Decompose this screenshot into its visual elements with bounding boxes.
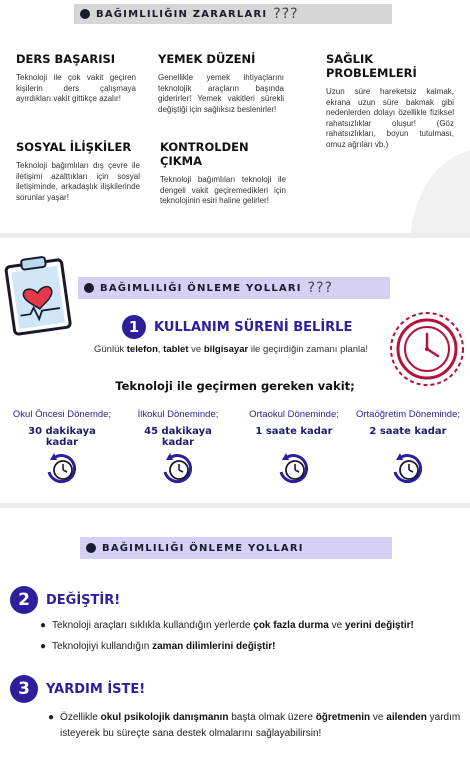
list-item xyxy=(40,618,460,634)
card-title: DERS BAŞARISI xyxy=(16,52,116,66)
desc-bold: bilgisayar xyxy=(203,344,249,355)
bullet-icon: ● xyxy=(40,641,47,652)
step3-title: YARDIM İSTE! xyxy=(46,681,146,697)
step1-heading xyxy=(122,315,352,339)
item-bold: okul psikolojik danışmanın xyxy=(100,712,229,723)
stopwatch-icon xyxy=(276,450,312,486)
stage-value: 2 saate kadar xyxy=(369,426,447,437)
step3-heading xyxy=(10,675,145,703)
item-text: Teknolojiyi kullandığın xyxy=(52,641,153,652)
decorative-curve-icon xyxy=(380,145,470,235)
stopwatch-icon xyxy=(160,450,196,486)
step2-number: 2 xyxy=(10,586,38,614)
section-divider xyxy=(0,503,470,508)
item-text: Teknoloji araçları sıklıkla kullandığın yerlerde xyxy=(52,620,254,631)
bullet-dot-icon xyxy=(86,543,96,553)
prevention-banner-2-title: BAĞIMLILIĞI ÖNLEME YOLLARI xyxy=(102,542,304,554)
item-text: Özellikle xyxy=(60,712,101,723)
stage-label: İlkokul Döneminde; xyxy=(137,409,219,420)
card-sosyal-iliskiler xyxy=(16,140,140,203)
stage-ortaokul xyxy=(234,409,354,437)
prevention-banner-2 xyxy=(80,537,392,559)
stage-value-cont: kadar xyxy=(45,437,79,448)
stage-value-cont: kadar xyxy=(161,437,195,448)
card-title: SOSYAL İLİŞKİLER xyxy=(16,140,132,154)
stopwatch-icon xyxy=(44,450,80,486)
stage-okul-oncesi xyxy=(2,409,122,448)
step2-title: DEĞİŞTİR! xyxy=(46,592,121,608)
card-title: KONTROLDEN ÇIKMA xyxy=(160,140,249,168)
stage-ilkokul xyxy=(118,409,238,448)
card-text: Teknoloji bağımlıları dış çevre ile iletişimi azalttıkları için sosyal iletişiminde, arkadaşlık ilişkilerinde sorunlar yaşar! xyxy=(16,161,140,202)
step3-number: 3 xyxy=(10,675,38,703)
card-text: Teknoloji bağımlıları teknoloji ile dengeli vakit geçiremedikleri için teknolojinin esiri haline gelirler! xyxy=(160,175,286,205)
item-bold: öğretmenin xyxy=(315,712,371,723)
desc-text: ve xyxy=(188,344,204,355)
item-text: yardım isteyerek bu süreçte sana destek olmalarını sağlayabilirsin! xyxy=(60,712,461,739)
desc-bold: tablet xyxy=(163,344,189,355)
harms-banner-mark: ??? xyxy=(273,6,299,22)
stage-ortaogretim xyxy=(348,409,468,437)
prevention-banner-mark: ??? xyxy=(307,280,333,296)
list-item xyxy=(48,710,464,742)
step1-title: KULLANIM SÜRENİ BELİRLE xyxy=(154,319,353,335)
card-text: Genellikle yemek ihtiyaçlarını teknolojik araçların başında giderirler! Yemek vakitleri sürekli değiştiği için sağlıksız beslenirler! xyxy=(158,73,284,114)
section-divider xyxy=(0,233,470,238)
prevention-banner-title: BAĞIMLILIĞI ÖNLEME YOLLARI xyxy=(100,282,302,294)
stopwatch-icon xyxy=(390,450,426,486)
time-subheading: Teknoloji ile geçirmen gereken vakit; xyxy=(115,379,355,393)
stage-label: Okul Öncesi Dönemde; xyxy=(12,409,112,420)
bullet-dot-icon xyxy=(80,9,90,19)
harms-banner xyxy=(74,4,392,24)
stage-value: 30 dakikaya xyxy=(28,426,96,437)
desc-text: , xyxy=(157,344,164,355)
stage-value: 45 dakikaya xyxy=(144,426,212,437)
item-text: ve xyxy=(370,712,387,723)
item-bold: ailenden xyxy=(386,712,427,723)
item-bold: yerini değiştir! xyxy=(344,620,414,631)
card-text: Uzun süre hareketsiz kalmak, ekrana uzun süre bakmak gibi nedenlerden dolayı özellikle fiziksel rahatsızlıklar oluşur! (Göz rahatsızlıkları, boyun tutulması, omuz ağrıları vb.) xyxy=(326,87,454,149)
desc-text: Günlük xyxy=(94,344,127,355)
card-kontrolden-cikma xyxy=(160,140,286,207)
item-bold: çok fazla durma xyxy=(253,620,329,631)
card-yemek-duzeni xyxy=(158,52,284,115)
card-title: YEMEK DÜZENİ xyxy=(158,52,256,66)
stage-label: Ortaöğretim Döneminde; xyxy=(355,409,461,420)
desc-bold: telefon xyxy=(126,344,158,355)
prevention-banner xyxy=(78,277,390,299)
bullet-icon: ● xyxy=(40,620,47,631)
clipboard-heart-icon xyxy=(2,255,74,337)
item-text: ve xyxy=(328,620,345,631)
circular-clock-icon xyxy=(388,310,466,388)
desc-text: ile geçirdiğin zamanı planla! xyxy=(248,344,369,355)
step2-list xyxy=(40,618,460,660)
step3-list xyxy=(48,710,464,747)
bullet-dot-icon xyxy=(84,283,94,293)
card-text: Teknoloji ile çok vakit geçiren kişilerin ders çalışmaya ayırdıkları vakit gittikçe azalır! xyxy=(16,73,136,103)
stage-label: Ortaokul Döneminde; xyxy=(249,409,339,420)
bullet-icon: ● xyxy=(48,712,55,723)
card-ders-basarisi xyxy=(16,52,136,105)
list-item xyxy=(40,639,460,655)
harms-banner-title: BAĞIMLILIĞIN ZARARLARI xyxy=(96,8,268,20)
step1-description xyxy=(94,344,394,355)
item-bold: zaman dilimlerini değiştir! xyxy=(152,641,276,652)
item-text: başta olmak üzere xyxy=(228,712,316,723)
step1-number: 1 xyxy=(122,315,146,339)
step2-heading xyxy=(10,586,120,614)
stage-value: 1 saate kadar xyxy=(255,426,333,437)
card-saglik-problemleri xyxy=(326,52,454,150)
card-title: SAĞLIK PROBLEMLERİ xyxy=(326,52,417,80)
